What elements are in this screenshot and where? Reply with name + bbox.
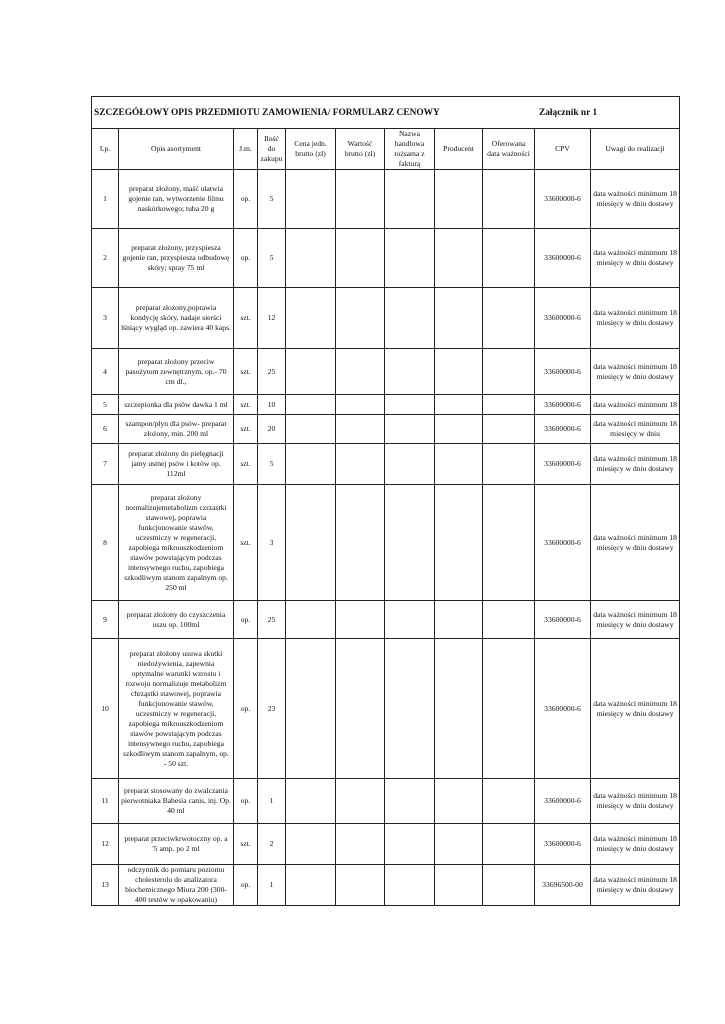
row-trade-name: [385, 865, 435, 906]
row-description: preparat złożony normalizujemetabolizm czrzastki stawowej, poprawia funkcjonowanie stawów, uczestniczy w regeneracji, zapobiega mikrouszkodzeniom stawów powstającym podczas intensywnego ruchu, zapobiega szkodliwym stanom zapalnym op. 250 ml: [119, 485, 234, 601]
row-unit-price: [286, 415, 336, 444]
row-trade-name: [385, 485, 435, 601]
row-unit: szt.: [234, 485, 258, 601]
row-cpv: 33600000-6: [535, 415, 591, 444]
row-trade-name: [385, 395, 435, 415]
table-row: [92, 395, 680, 415]
row-description: preparat złożony do pielęgnacji jamy ustnej psów i kotów op. 112ml: [119, 444, 234, 485]
row-trade-name: [385, 349, 435, 395]
row-expiry-offered: [483, 865, 535, 906]
row-unit: op.: [234, 170, 258, 229]
row-producer: [435, 229, 483, 288]
row-description: preparat złożony usuwa skutki niedożywienia, zapewnia optymalne warunki wzrostu i rozwoju normalizuje metabolizm chrząstki stawowej, poprawia funkcjonowanie stawów, uczestniczy w regeneracji, zapobiega mikrouszkodzeniom stawów powstającym podczas intensywnego ruchu, zapobiega szkodliwym stanom zapalnym, op. - 50 szt.: [119, 639, 234, 779]
row-notes: data ważności minimum 18 miesięcy w dniu dostawy: [591, 170, 680, 229]
col-producer: Producent: [435, 129, 483, 170]
row-cpv: 33600000-6: [535, 485, 591, 601]
row-description: szampon/płyn dla psów- preparat złożony, min. 200 ml: [119, 415, 234, 444]
col-notes: Uwagi do realizacji: [591, 129, 680, 170]
row-quantity: 12: [258, 288, 286, 349]
table-row: [92, 779, 680, 824]
row-trade-name: [385, 824, 435, 865]
row-unit-price: [286, 639, 336, 779]
title-cell: [92, 97, 680, 129]
row-description: preparat złożony, przyspiesza gojenie ran, przyspiesza odbudowę skóry; spray 75 ml: [119, 229, 234, 288]
col-trade-name: Nazwa handlowa tożsama z fakturą: [385, 129, 435, 170]
row-expiry-offered: [483, 779, 535, 824]
row-lp: 9: [92, 601, 119, 639]
table-row: [92, 639, 680, 779]
row-expiry-offered: [483, 288, 535, 349]
row-unit: szt.: [234, 349, 258, 395]
row-quantity: 25: [258, 601, 286, 639]
col-lp: Lp.: [92, 129, 119, 170]
row-expiry-offered: [483, 170, 535, 229]
row-trade-name: [385, 639, 435, 779]
row-description: preparat złożony do czyszczenia uszu op. 100ml: [119, 601, 234, 639]
row-notes: data ważności minimum 18 miesięcy w dniu dostawy: [591, 779, 680, 824]
row-gross-value: [336, 229, 385, 288]
row-unit-price: [286, 444, 336, 485]
row-producer: [435, 415, 483, 444]
row-unit-price: [286, 229, 336, 288]
row-quantity: 23: [258, 639, 286, 779]
col-unit-price: Cena jedn. brutto (zł): [286, 129, 336, 170]
row-producer: [435, 601, 483, 639]
col-expiry-offered: Oferowana data ważności: [483, 129, 535, 170]
row-expiry-offered: [483, 229, 535, 288]
row-notes: data ważności minimum 18 miesięcy w dniu dostawy: [591, 229, 680, 288]
row-unit: op.: [234, 601, 258, 639]
row-lp: 2: [92, 229, 119, 288]
row-unit: szt.: [234, 444, 258, 485]
row-gross-value: [336, 601, 385, 639]
row-trade-name: [385, 601, 435, 639]
row-description: preparat złożony,poprawia kondycję skóry, nadaje sierści lśniący wygląd op. zawiera 40 kaps.: [119, 288, 234, 349]
row-quantity: 1: [258, 779, 286, 824]
row-producer: [435, 485, 483, 601]
row-producer: [435, 288, 483, 349]
row-quantity: 5: [258, 170, 286, 229]
table-row: [92, 349, 680, 395]
row-description: preparat złożony, maść ułatwia gojenie ran, wytworzenie filmu naskórkowego; tuba 20 g: [119, 170, 234, 229]
row-gross-value: [336, 639, 385, 779]
row-gross-value: [336, 865, 385, 906]
row-lp: 1: [92, 170, 119, 229]
row-cpv: 33600000-6: [535, 229, 591, 288]
row-quantity: 10: [258, 395, 286, 415]
row-lp: 3: [92, 288, 119, 349]
row-producer: [435, 349, 483, 395]
row-cpv: 33600000-6: [535, 288, 591, 349]
row-cpv: 33600000-6: [535, 395, 591, 415]
row-description: szczepionka dla psów dawka 1 ml: [119, 395, 234, 415]
col-cpv: CPV: [535, 129, 591, 170]
row-unit-price: [286, 824, 336, 865]
row-cpv: 33600000-6: [535, 170, 591, 229]
table-row: [92, 865, 680, 906]
row-unit-price: [286, 779, 336, 824]
row-quantity: 25: [258, 349, 286, 395]
col-description: Opis asortyment: [119, 129, 234, 170]
row-unit-price: [286, 170, 336, 229]
row-notes: data ważności minimum 18 miesięcy w dniu dostawy: [591, 349, 680, 395]
row-notes: data ważności minimum 18: [591, 395, 680, 415]
row-lp: 4: [92, 349, 119, 395]
row-description: odczynnik do pomiaru poziomu cholesterolu do analizatora biochemicznego Miura 200 (300-400 testów w opakowaniu): [119, 865, 234, 906]
row-trade-name: [385, 170, 435, 229]
table-row: [92, 288, 680, 349]
row-quantity: 1: [258, 865, 286, 906]
row-notes: data ważności minimum 18 miesięcy w dniu dostawy: [591, 639, 680, 779]
row-expiry-offered: [483, 639, 535, 779]
row-gross-value: [336, 395, 385, 415]
row-cpv: 33600000-6: [535, 444, 591, 485]
row-trade-name: [385, 415, 435, 444]
table-row: [92, 485, 680, 601]
row-quantity: 5: [258, 229, 286, 288]
document-title: SZCZEGÓŁOWY OPIS PRZEDMIOTU ZAMOWIENIA/ FORMULARZ CENOWY: [94, 107, 440, 118]
price-form-sheet: [91, 96, 679, 906]
row-quantity: 20: [258, 415, 286, 444]
row-quantity: 2: [258, 824, 286, 865]
table-row: [92, 415, 680, 444]
row-expiry-offered: [483, 601, 535, 639]
row-gross-value: [336, 170, 385, 229]
row-expiry-offered: [483, 444, 535, 485]
row-unit: op.: [234, 229, 258, 288]
row-expiry-offered: [483, 485, 535, 601]
table-row: [92, 444, 680, 485]
title-row: [92, 97, 680, 129]
row-unit: szt.: [234, 395, 258, 415]
row-producer: [435, 779, 483, 824]
row-trade-name: [385, 779, 435, 824]
row-lp: 10: [92, 639, 119, 779]
row-lp: 5: [92, 395, 119, 415]
row-producer: [435, 639, 483, 779]
row-lp: 12: [92, 824, 119, 865]
row-trade-name: [385, 288, 435, 349]
row-description: preparat przeciwkrwotoczny op. a '5 amp. po 2 ml: [119, 824, 234, 865]
col-unit: J.m.: [234, 129, 258, 170]
annex-label: Załącznik nr 1: [538, 107, 598, 118]
row-unit: op.: [234, 639, 258, 779]
row-cpv: 33696500-00: [535, 865, 591, 906]
row-unit-price: [286, 395, 336, 415]
col-quantity: Ilość do zakupu: [258, 129, 286, 170]
table-row: [92, 824, 680, 865]
row-expiry-offered: [483, 824, 535, 865]
row-quantity: 5: [258, 444, 286, 485]
table-row: [92, 170, 680, 229]
row-notes: data ważności minimum 18 miesięcy w dniu dostawy: [591, 601, 680, 639]
header-row: [92, 129, 680, 170]
row-gross-value: [336, 779, 385, 824]
row-cpv: 33600000-6: [535, 639, 591, 779]
row-expiry-offered: [483, 395, 535, 415]
row-description: preparat złożony przeciw pasożytom zewnętrznym, op.- 70 cm dl.,: [119, 349, 234, 395]
row-unit: szt.: [234, 288, 258, 349]
row-notes: data ważności minimum 18 miesięcy w dniu dostawy: [591, 824, 680, 865]
row-gross-value: [336, 444, 385, 485]
row-gross-value: [336, 485, 385, 601]
row-quantity: 3: [258, 485, 286, 601]
row-lp: 13: [92, 865, 119, 906]
row-lp: 11: [92, 779, 119, 824]
price-form-table: [91, 96, 680, 906]
row-cpv: 33600000-6: [535, 824, 591, 865]
row-gross-value: [336, 288, 385, 349]
col-gross-value: Wartość brutto (zł): [336, 129, 385, 170]
row-unit: szt.: [234, 415, 258, 444]
row-producer: [435, 824, 483, 865]
row-expiry-offered: [483, 415, 535, 444]
row-lp: 8: [92, 485, 119, 601]
row-notes: data ważności minimum 18 miesięcy w dniu dostawy: [591, 485, 680, 601]
row-expiry-offered: [483, 349, 535, 395]
row-notes: data ważności minimum 18 miesięcy w dniu dostawy: [591, 865, 680, 906]
row-unit-price: [286, 288, 336, 349]
table-row: [92, 601, 680, 639]
row-lp: 6: [92, 415, 119, 444]
row-unit-price: [286, 601, 336, 639]
row-trade-name: [385, 444, 435, 485]
row-producer: [435, 170, 483, 229]
row-unit: op.: [234, 779, 258, 824]
row-producer: [435, 395, 483, 415]
row-producer: [435, 444, 483, 485]
row-unit-price: [286, 349, 336, 395]
row-producer: [435, 865, 483, 906]
row-cpv: 33600000-6: [535, 349, 591, 395]
row-unit: szt.: [234, 824, 258, 865]
row-cpv: 33600000-6: [535, 601, 591, 639]
row-unit-price: [286, 865, 336, 906]
row-gross-value: [336, 349, 385, 395]
row-notes: data ważności minimum 18 miesięcy w dniu dostawy: [591, 444, 680, 485]
row-cpv: 33600000-6: [535, 779, 591, 824]
row-lp: 7: [92, 444, 119, 485]
row-notes: data ważności minimum 18 miesięcy w dniu: [591, 415, 680, 444]
row-unit: op.: [234, 865, 258, 906]
row-unit-price: [286, 485, 336, 601]
table-row: [92, 229, 680, 288]
row-description: preparat stosowany do zwalczania pierwotniaka Babesia canis, inj. Op. 40 ml: [119, 779, 234, 824]
row-trade-name: [385, 229, 435, 288]
row-gross-value: [336, 415, 385, 444]
row-notes: data ważności minimum 18 miesięcy w dniu dostawy: [591, 288, 680, 349]
row-gross-value: [336, 824, 385, 865]
